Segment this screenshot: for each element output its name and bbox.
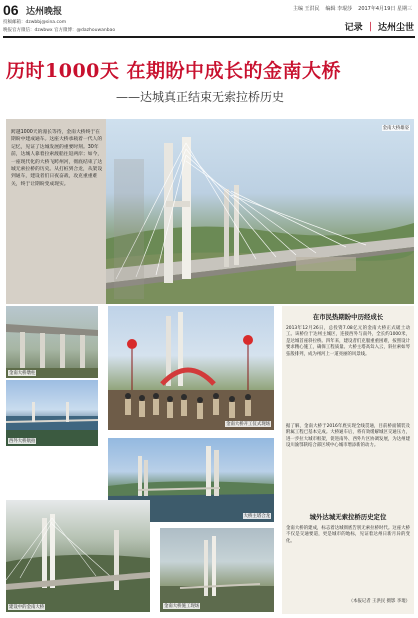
paper-name: 达州晚报 (26, 7, 63, 17)
photo-piers (6, 306, 98, 378)
article-body-1: 2013年12月26日，总投资7.08亿元的金南大桥正式破土动工。该桥位于达州主城区，连接西外与南外，全长约1000米，是达城首座斜拉桥。四年来，建设者们克服重重困难，按照设计要求精心施工，确保工程质量。大桥主塔高耸入云，斜拉索如琴弦般排列，成为州河上一道亮丽的风景线。 (286, 326, 410, 357)
subheadline: ——达城真正结束无索拉桥历史 (116, 90, 285, 104)
main-bridge-photo (106, 119, 414, 304)
intro-box (6, 119, 106, 304)
main-photo-caption: 金南大桥雄姿 (382, 126, 409, 131)
article-body-3: 金南大桥的建成，标志着达城彻底告别无索拉桥时代。这座大桥不仅是交通要道，更是城市的地标，见证着达州日新月异的变化。 (286, 526, 410, 544)
p4-caption: 西外大桥航拍 (9, 439, 36, 444)
photo-site (160, 528, 274, 612)
section-divider: ｜ (365, 23, 375, 33)
header-rule (3, 36, 415, 38)
photo-ceremony (108, 306, 274, 430)
article-column (282, 306, 414, 614)
intro-text: 跨越1000天的漫长等待，金南大桥终于在期盼中建成通车。这座大桥承载着一代人的记忆，见证了达城发展的重要时刻。30年前，达城人靠着拉索渡船往返两岸；如今，一座现代化的大桥飞跨州河，彻底结束了达城无索拉桥的历史。从打桩到合龙，从架设到通车，建设者们日夜奋战，攻克重重难关，终于让期盼变成现实。 (11, 130, 103, 187)
p7-caption: 金南大桥施工现场 (164, 604, 200, 609)
article-title: 在市民热期盼中历经成长 (312, 313, 384, 321)
issue-date: 2017年4月19日 星期三 (358, 6, 412, 12)
contact-social: 晚报官方微信：dzwbwx 官方微博：@dazhouwanbao (3, 28, 116, 33)
p5-caption: 大桥主塔合龙 (243, 514, 270, 519)
p6-caption: 建设中的金南大桥 (9, 605, 45, 610)
bridge-illustration (106, 119, 414, 304)
aerial-illustration (6, 380, 98, 446)
headline: 历时1000天 在期盼中成长的金南大桥 (6, 60, 341, 82)
page-number: 06 (3, 2, 19, 18)
section-tag (345, 20, 414, 33)
editor-chief: 主编 王洪民 (292, 6, 320, 12)
construction-illustration (6, 500, 150, 612)
photo-construction (6, 500, 150, 612)
ceremony-illustration (108, 306, 274, 430)
article-subtitle: 城外达城无索拉桥历史定位 (309, 513, 387, 521)
section-label: 记录 (344, 23, 363, 33)
site-illustration (160, 528, 274, 612)
article-body-2: 据了解，金南大桥于2016年底实现全线贯通，目前桥面铺装及附属工程已基本完成。大桥通车后，将有效缓解城区交通压力，进一步拉大城市框架，促进南外、西外片区协调发展，为达州建设川渝鄂陕结合部区域中心城市增添新的动力。 (286, 424, 410, 449)
page-header (0, 0, 418, 36)
section-name: 达州尘世 (377, 23, 414, 33)
header-meta (293, 5, 412, 12)
contact-email: 投稿邮箱：dzwbbj@sina.com (3, 20, 67, 25)
photo-aerial (6, 380, 98, 446)
editor: 编辑 李琨莎 (325, 6, 353, 12)
p2-caption: 金南大桥墩柱 (9, 371, 36, 376)
p3-caption: 金南大桥开工仪式现场 (226, 422, 270, 427)
piers-illustration (6, 306, 98, 378)
article-byline: （本报记者 王洪民 摄影 李琨） (348, 599, 410, 604)
